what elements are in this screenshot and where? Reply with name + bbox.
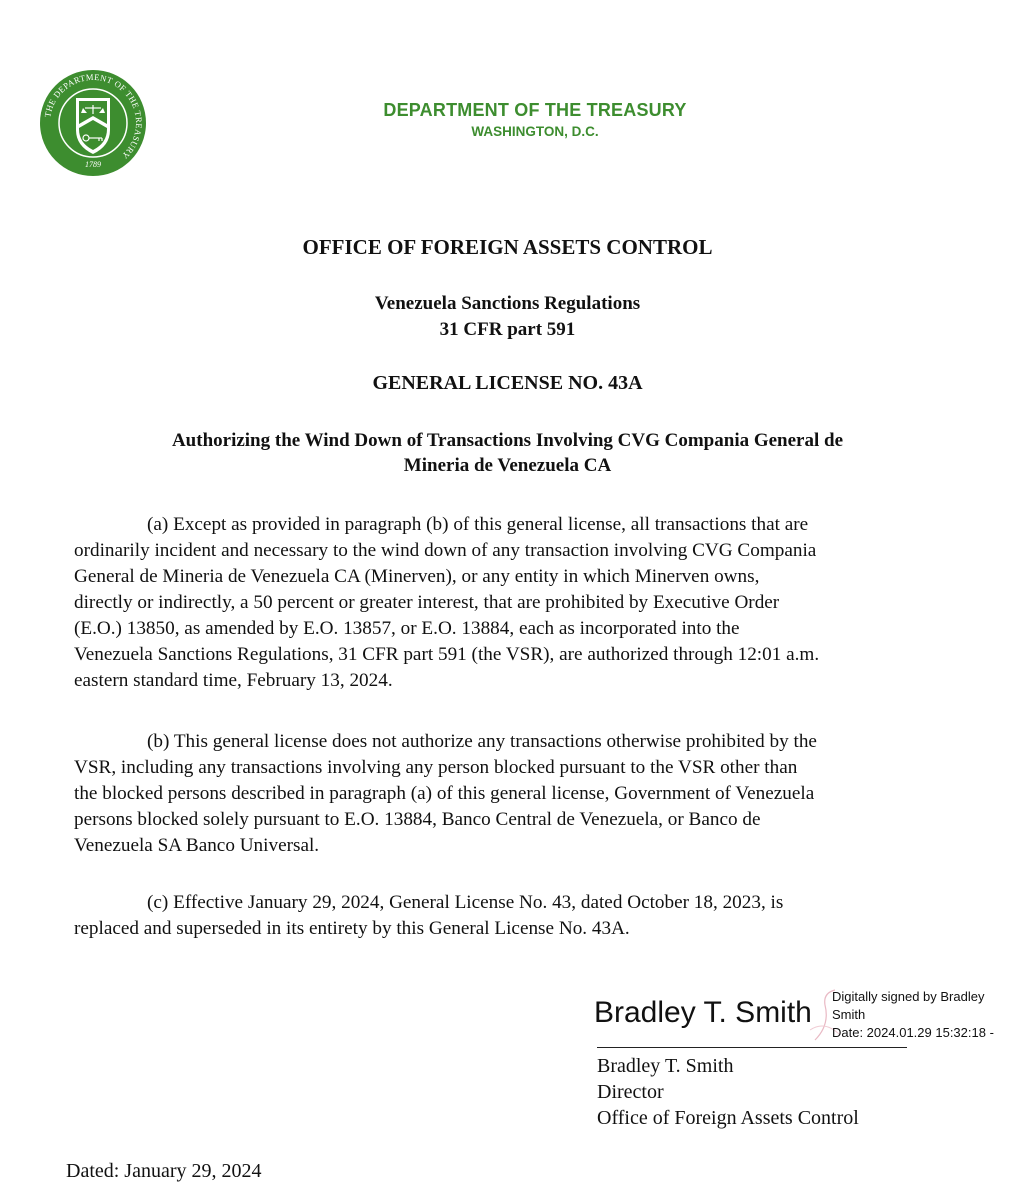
department-name: DEPARTMENT OF THE TREASURY xyxy=(383,100,687,120)
paragraph-c xyxy=(74,890,974,942)
paragraph-line: eastern standard time, February 13, 2024. xyxy=(74,670,393,691)
department-location: WASHINGTON, D.C. xyxy=(471,124,599,139)
signer-office: Office of Foreign Assets Control xyxy=(597,1107,859,1129)
signature-note-line: Smith xyxy=(832,1007,866,1022)
paragraph-line: Venezuela SA Banco Universal. xyxy=(74,835,320,856)
paragraph-line: (a) Except as provided in paragraph (b) of this general license, all transactions that are xyxy=(147,514,809,535)
paragraph-a xyxy=(74,512,974,694)
license-title: GENERAL LICENSE NO. 43A xyxy=(372,372,643,394)
paragraph-line: persons blocked solely pursuant to E.O. 13884, Banco Central de Venezuela, or Banco de xyxy=(74,809,761,830)
signature-note-line: Date: 2024.01.29 15:32:18 - xyxy=(832,1025,994,1040)
office-title: OFFICE OF FOREIGN ASSETS CONTROL xyxy=(302,235,713,259)
paragraph-line: the blocked persons described in paragraph (a) of this general license, Government of Venezuela xyxy=(74,783,815,804)
subject-line-1: Authorizing the Wind Down of Transactions Involving CVG Compania General de xyxy=(171,430,844,451)
paragraph-line: VSR, including any transactions involving any person blocked pursuant to the VSR other than xyxy=(74,757,798,778)
signer-name: Bradley T. Smith xyxy=(597,1055,734,1077)
regulation-name: Venezuela Sanctions Regulations xyxy=(374,293,641,314)
treasury-seal-logo xyxy=(38,68,148,178)
signer-block xyxy=(597,1053,859,1131)
signature-line xyxy=(597,1047,907,1048)
license-subject xyxy=(0,428,1015,478)
regulation-heading xyxy=(0,291,1015,343)
paragraph-line: (c) Effective January 29, 2024, General License No. 43, dated October 18, 2023, is xyxy=(147,892,784,913)
digital-signature-name: Bradley T. Smith xyxy=(594,996,812,1029)
regulation-cfr: 31 CFR part 591 xyxy=(439,319,576,340)
letterhead xyxy=(300,100,770,139)
dated-line: Dated: January 29, 2024 xyxy=(66,1160,262,1182)
paragraph-line: General de Mineria de Venezuela CA (Minerven), or any entity in which Minerven owns, xyxy=(74,566,760,587)
digital-signature-note xyxy=(832,988,994,1042)
signer-title: Director xyxy=(597,1081,664,1103)
paragraph-b xyxy=(74,729,974,859)
paragraph-line: (b) This general license does not authorize any transactions otherwise prohibited by the xyxy=(147,731,817,752)
paragraph-line: ordinarily incident and necessary to the wind down of any transaction involving CVG Compania xyxy=(74,540,817,561)
paragraph-line: Venezuela Sanctions Regulations, 31 CFR part 591 (the VSR), are authorized through 12:01 a.m. xyxy=(74,644,820,665)
paragraph-line: (E.O.) 13850, as amended by E.O. 13857, or E.O. 13884, each as incorporated into the xyxy=(74,618,740,639)
svg-text:THE DEPARTMENT OF THE TREASURY: THE DEPARTMENT OF THE TREASURY xyxy=(42,71,145,162)
signature-note-line: Digitally signed by Bradley xyxy=(832,989,985,1004)
subject-line-2: Mineria de Venezuela CA xyxy=(403,455,612,476)
svg-text:1789: 1789 xyxy=(85,160,101,169)
paragraph-line: replaced and superseded in its entirety by this General License No. 43A. xyxy=(74,918,630,939)
paragraph-line: directly or indirectly, a 50 percent or greater interest, that are prohibited by Executive Order xyxy=(74,592,780,613)
